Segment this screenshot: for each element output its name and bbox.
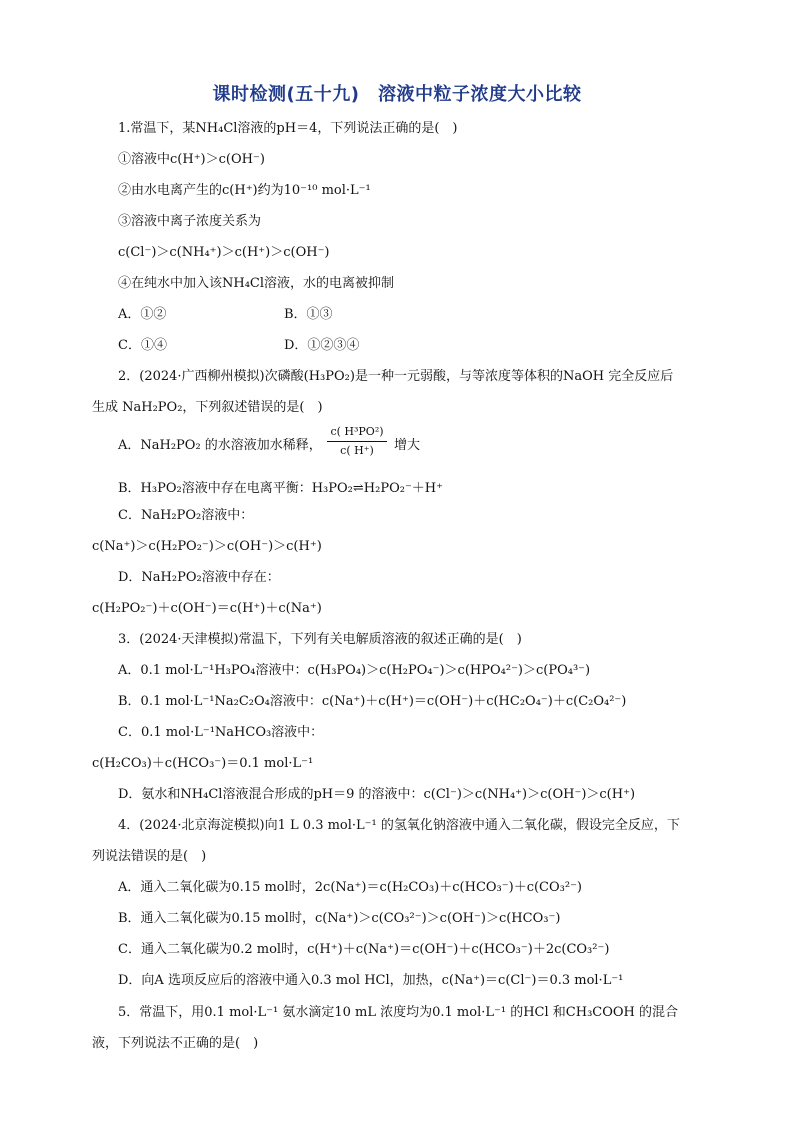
q5-stem-line-1: 5．常温下，用0.1 mol·L⁻¹ 氨水滴定10 mL 浓度均为0.1 mol·L⁻¹ 的HCl 和CH₃COOH 的混合 bbox=[118, 1005, 679, 1020]
q4-option-d: D．向A 选项反应后的溶液中通入0.3 mol HCl，加热，c(Na⁺)＝c(Cl⁻)＝0.3 mol·L⁻¹ bbox=[118, 973, 624, 988]
q2-option-d-relation: c(H₂PO₂⁻)＋c(OH⁻)＝c(H⁺)＋c(Na⁺) bbox=[92, 601, 322, 616]
q2-option-a-fraction bbox=[327, 425, 387, 458]
fraction-bar bbox=[327, 441, 387, 442]
fraction-denominator: c( H⁺) bbox=[340, 444, 374, 457]
q3-stem: 3．(2024·天津模拟)常温下，下列有关电解质溶液的叙述正确的是( ) bbox=[118, 632, 522, 647]
q1-option-c: C．①④ bbox=[118, 338, 167, 353]
q4-option-c: C．通入二氧化碳为0.2 mol时，c(H⁺)＋c(Na⁺)＝c(OH⁻)＋c(HCO₃⁻)＋2c(CO₃²⁻) bbox=[118, 942, 610, 957]
q3-option-c-relation: c(H₂CO₃)＋c(HCO₃⁻)＝0.1 mol·L⁻¹ bbox=[92, 756, 314, 771]
q1-statement-3: ③溶液中离子浓度关系为 bbox=[118, 214, 262, 229]
q2-option-c-relation: c(Na⁺)＞c(H₂PO₂⁻)＞c(OH⁻)＞c(H⁺) bbox=[92, 539, 322, 554]
q2-option-a-end: 增大 bbox=[394, 438, 421, 453]
q1-stem: 1.常温下，某NH₄Cl溶液的pH＝4，下列说法正确的是( ) bbox=[118, 121, 458, 136]
q4-option-a: A．通入二氧化碳为0.15 mol时，2c(Na⁺)＝c(H₂CO₃)＋c(HCO₃⁻)＋c(CO₃²⁻) bbox=[118, 880, 583, 895]
q1-statement-3-relation: c(Cl⁻)＞c(NH₄⁺)＞c(H⁺)＞c(OH⁻) bbox=[118, 245, 330, 260]
q5-stem-line-2: 液，下列说法不正确的是( ) bbox=[92, 1036, 259, 1051]
q1-statement-1: ①溶液中c(H⁺)＞c(OH⁻) bbox=[118, 152, 265, 167]
q3-option-b: B．0.1 mol·L⁻¹Na₂C₂O₄溶液中：c(Na⁺)＋c(H⁺)＝c(OH⁻)＋c(HC₂O₄⁻)＋c(C₂O₄²⁻) bbox=[118, 694, 627, 709]
q4-stem-line-2: 列说法错误的是( ) bbox=[92, 849, 207, 864]
q2-option-a: A．NaH₂PO₂ 的水溶液加水稀释， bbox=[118, 438, 322, 453]
q2-option-b: B．H₃PO₂溶液中存在电离平衡：H₃PO₂⇌H₂PO₂⁻＋H⁺ bbox=[118, 481, 444, 496]
q1-statement-2: ②由水电离产生的c(H⁺)约为10⁻¹⁰ mol·L⁻¹ bbox=[118, 183, 371, 198]
q2-stem-line-2: 生成 NaH₂PO₂，下列叙述错误的是( ) bbox=[92, 400, 323, 415]
q2-option-d: D．NaH₂PO₂溶液中存在： bbox=[118, 570, 280, 585]
page-title: 课时检测(五十九) 溶液中粒子浓度大小比较 bbox=[212, 84, 582, 105]
q3-option-c: C．0.1 mol·L⁻¹NaHCO₃溶液中： bbox=[118, 725, 324, 740]
q1-option-b: B．①③ bbox=[284, 307, 333, 322]
q1-option-a: A．①② bbox=[118, 307, 167, 322]
fraction-numerator: c( H³PO²) bbox=[330, 425, 384, 438]
q4-option-b: B．通入二氧化碳为0.15 mol时，c(Na⁺)＞c(CO₃²⁻)＞c(OH⁻)＞c(HCO₃⁻) bbox=[118, 911, 561, 926]
q1-statement-4: ④在纯水中加入该NH₄Cl溶液，水的电离被抑制 bbox=[118, 276, 395, 291]
q4-stem-line-1: 4．(2024·北京海淀模拟)向1 L 0.3 mol·L⁻¹ 的氢氧化钠溶液中通入二氧化碳，假设完全反应，下 bbox=[118, 818, 680, 833]
q1-option-d: D．①②③④ bbox=[284, 338, 360, 353]
q3-option-a: A．0.1 mol·L⁻¹H₃PO₄溶液中：c(H₃PO₄)＞c(H₂PO₄⁻)＞c(HPO₄²⁻)＞c(PO₄³⁻) bbox=[118, 663, 591, 678]
q2-option-c: C．NaH₂PO₂溶液中： bbox=[118, 508, 254, 523]
q2-stem-line-1: 2．(2024·广西柳州模拟)次磷酸(H₃PO₂)是一种一元弱酸，与等浓度等体积的NaOH 完全反应后 bbox=[118, 369, 674, 384]
q3-option-d: D．氨水和NH₄Cl溶液混合形成的pH＝9 的溶液中：c(Cl⁻)＞c(NH₄⁺)＞c(OH⁻)＞c(H⁺) bbox=[118, 787, 636, 802]
